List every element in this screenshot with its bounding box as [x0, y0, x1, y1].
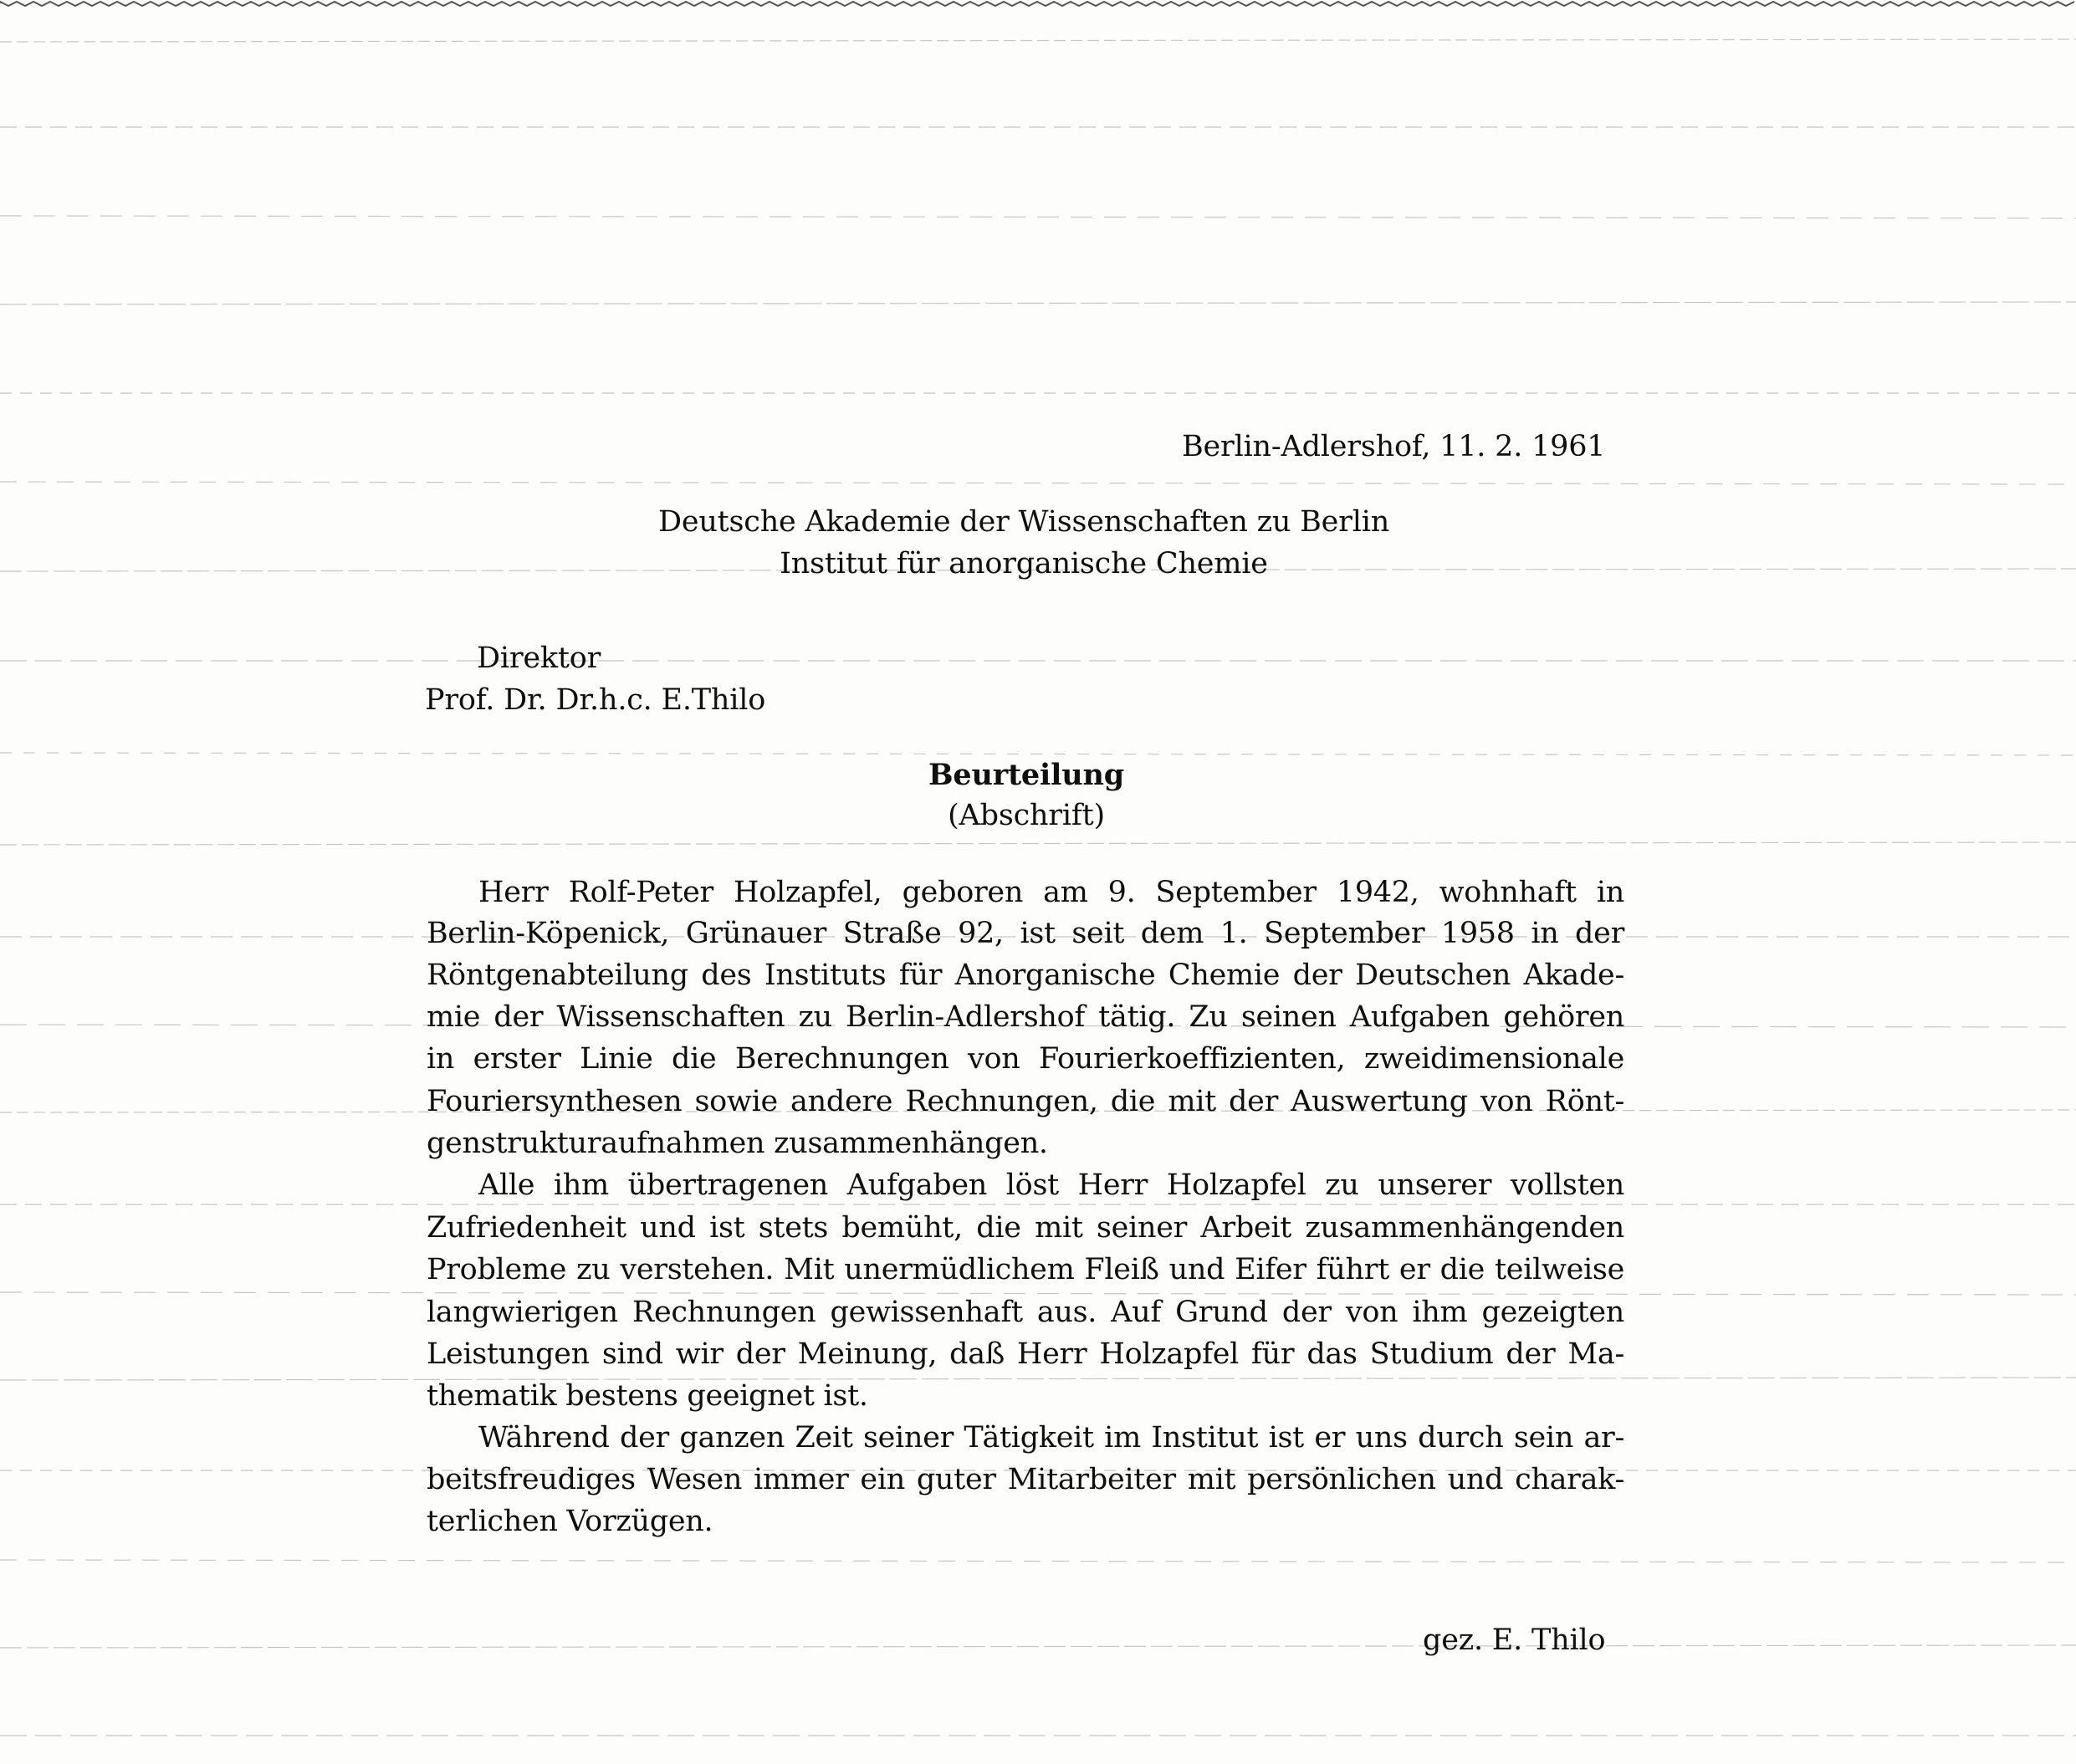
paragraph-2-line-6: thematik bestens geeignet ist. — [427, 1379, 868, 1413]
document-heading: Beurteilung — [928, 758, 1124, 792]
paragraph-2-line-4: langwierigen Rechnungen gewissenhaft aus. Auf Grund der von ihm gezeigten — [427, 1296, 1624, 1329]
institute-name: Institut für anorganische Chemie — [780, 547, 1268, 580]
institution-name: Deutsche Akademie der Wissenschaften zu Berlin — [657, 505, 1390, 539]
paragraph-2-line-2: Zufriedenheit und ist stets bemüht, die mit seiner Arbeit zusammenhängenden — [427, 1211, 1624, 1245]
paragraph-1-line-7: genstrukturaufnahmen zusammenhängen. — [427, 1127, 1048, 1160]
paragraph-3-line-3: terlichen Vorzügen. — [427, 1505, 713, 1538]
paragraph-1-line-2: Berlin-Köpenick, Grünauer Straße 92, ist seit dem 1. September 1958 in der — [427, 917, 1624, 950]
sender-name: Prof. Dr. Dr.h.c. E.Thilo — [425, 683, 766, 717]
document-subheading: (Abschrift) — [948, 799, 1105, 832]
paragraph-2-line-3: Probleme zu verstehen. Mit unermüdlichem Fleiß und Eifer führt er die teilweise — [427, 1253, 1624, 1286]
paragraph-3-line-1: Während der ganzen Zeit seiner Tätigkeit im Institut ist er uns durch sein ar- — [478, 1421, 1624, 1455]
paragraph-2-line-5: Leistungen sind wir der Meinung, daß Herr Holzapfel für das Studium der Ma- — [427, 1337, 1624, 1371]
place-date: Berlin-Adlershof, 11. 2. 1961 — [1182, 430, 1606, 463]
paragraph-1-line-4: mie der Wissenschaften zu Berlin-Adlershof tätig. Zu seinen Aufgaben gehören — [427, 1000, 1624, 1034]
paragraph-1-line-6: Fouriersynthesen sowie andere Rechnungen, die mit der Auswertung von Rönt- — [427, 1085, 1624, 1118]
paragraph-3-line-2: beitsfreudiges Wesen immer ein guter Mitarbeiter mit persönlichen und charak- — [427, 1463, 1624, 1496]
sender-title: Direktor — [477, 642, 601, 675]
paragraph-1-line-5: in erster Linie die Berechnungen von Fourierkoeffizienten, zweidimensionale — [427, 1042, 1624, 1076]
paragraph-2-line-1: Alle ihm übertragenen Aufgaben löst Herr Holzapfel zu unserer vollsten — [478, 1168, 1624, 1202]
signature: gez. E. Thilo — [1423, 1623, 1606, 1657]
paragraph-1-line-1: Herr Rolf-Peter Holzapfel, geboren am 9. September 1942, wohnhaft in — [478, 876, 1624, 909]
paragraph-1-line-3: Röntgenabteilung des Instituts für Anorganische Chemie der Deutschen Akade- — [427, 959, 1624, 992]
